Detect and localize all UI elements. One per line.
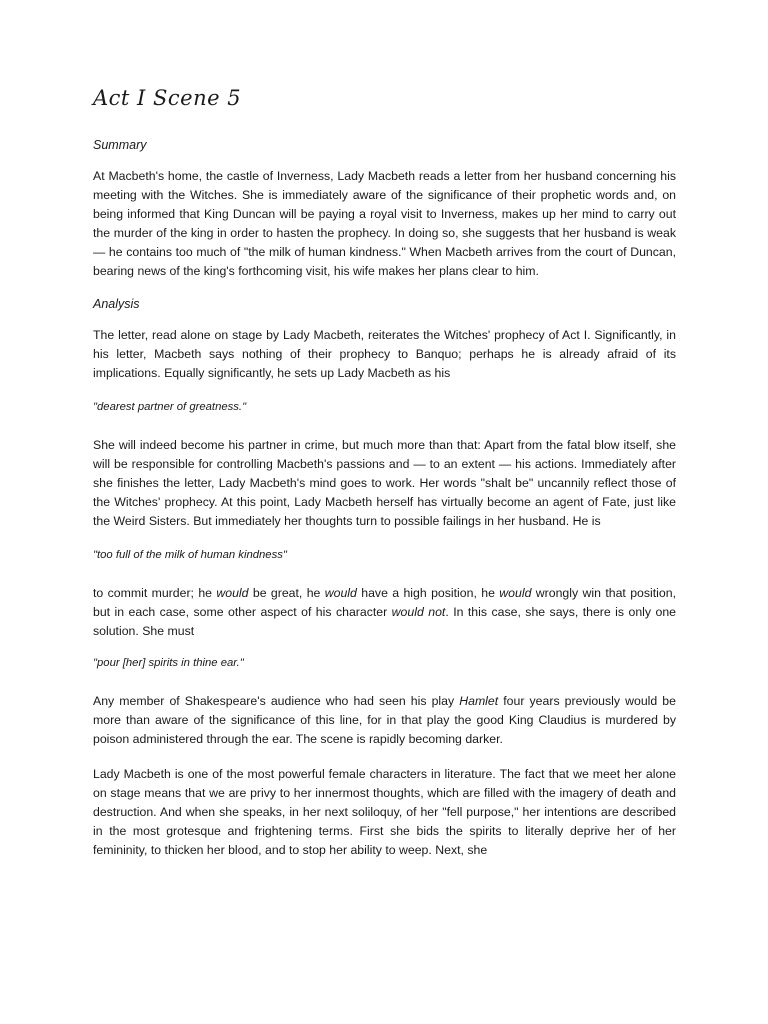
- emphasis-hamlet: Hamlet: [459, 694, 499, 708]
- emphasis-would: would: [324, 586, 357, 600]
- emphasis-would-not: would not: [391, 605, 446, 619]
- analysis-paragraph-1: The letter, read alone on stage by Lady Macbeth, reiterates the Witches' prophecy of Act I. Significantly, in his letter, Macbeth says nothing of their prophecy to Banquo; perhaps he is already afraid of its implications. Equally significantly, he sets up Lady Macbeth as his: [93, 328, 676, 380]
- text-run: wrongly win that position, but in each case, some other aspect of his character: [93, 586, 676, 619]
- text-run: four years previously would be more than aware of the significance of this line, for in that play the good King Claudius is murdered by poison administered through the ear. The scene is rapidly becoming darker.: [93, 694, 676, 746]
- quote-pour-spirits: "pour [her] spirits in thine ear.": [93, 657, 244, 669]
- summary-paragraph: At Macbeth's home, the castle of Inverness, Lady Macbeth reads a letter from her husband concerning his meeting with the Witches. She is immediately aware of the significance of their prophetic words and, on being informed that King Duncan will be paying a royal visit to Inverness, makes up her mind to carry out the murder of the king in order to hasten the prophecy. In doing so, she suggests that her husband is weak — he contains too much of "the milk of human kindness." When Macbeth arrives from the court of Duncan, bearing news of the king's forthcoming visit, his wife makes her plans clear to him.: [93, 169, 676, 278]
- analysis-paragraph-5: Lady Macbeth is one of the most powerful female characters in literature. The fact that we meet her alone on stage means that we are privy to her innermost thoughts, which are filled with the imagery of death and destruction. And when she speaks, in her next soliloquy, of her "fell purpose," her intentions are described in the most grotesque and frightening terms. First she bids the spirits to literally deprive her of her femininity, to thicken her blood, and to stop her ability to weep. Next, she: [93, 767, 676, 857]
- text-run: Any member of Shakespeare's audience who had seen his play: [93, 694, 460, 708]
- text-run: be great, he: [248, 586, 325, 600]
- text-run: have a high position, he: [356, 586, 500, 600]
- document-page: [93, 86, 676, 876]
- quote-dearest-partner: "dearest partner of greatness.": [93, 401, 247, 413]
- summary-heading: Summary: [93, 138, 147, 152]
- text-run: . In this case, she says, there is only one solution. She must: [93, 605, 676, 638]
- emphasis-would: would: [499, 586, 532, 600]
- analysis-paragraph-3: [93, 584, 676, 641]
- emphasis-would: would: [216, 586, 249, 600]
- analysis-heading: Analysis: [93, 297, 140, 311]
- quote-milk-of-human-kindness: "too full of the milk of human kindness": [93, 549, 287, 561]
- analysis-paragraph-4: [93, 692, 676, 749]
- analysis-paragraph-2: She will indeed become his partner in crime, but much more than that: Apart from the fatal blow itself, she will be responsible for controlling Macbeth's passions and — to an extent — his actions. Immediately after she finishes the letter, Lady Macbeth's mind goes to work. Her words "shalt be" uncannily reflect those of the Witches' prophecy. At this point, Lady Macbeth herself has virtually become an agent of Fate, just like the Weird Sisters. But immediately her thoughts turn to possible failings in her husband. He is: [93, 438, 676, 528]
- text-run: to commit murder; he: [93, 586, 217, 600]
- page-title: Act I Scene 5: [93, 86, 242, 110]
